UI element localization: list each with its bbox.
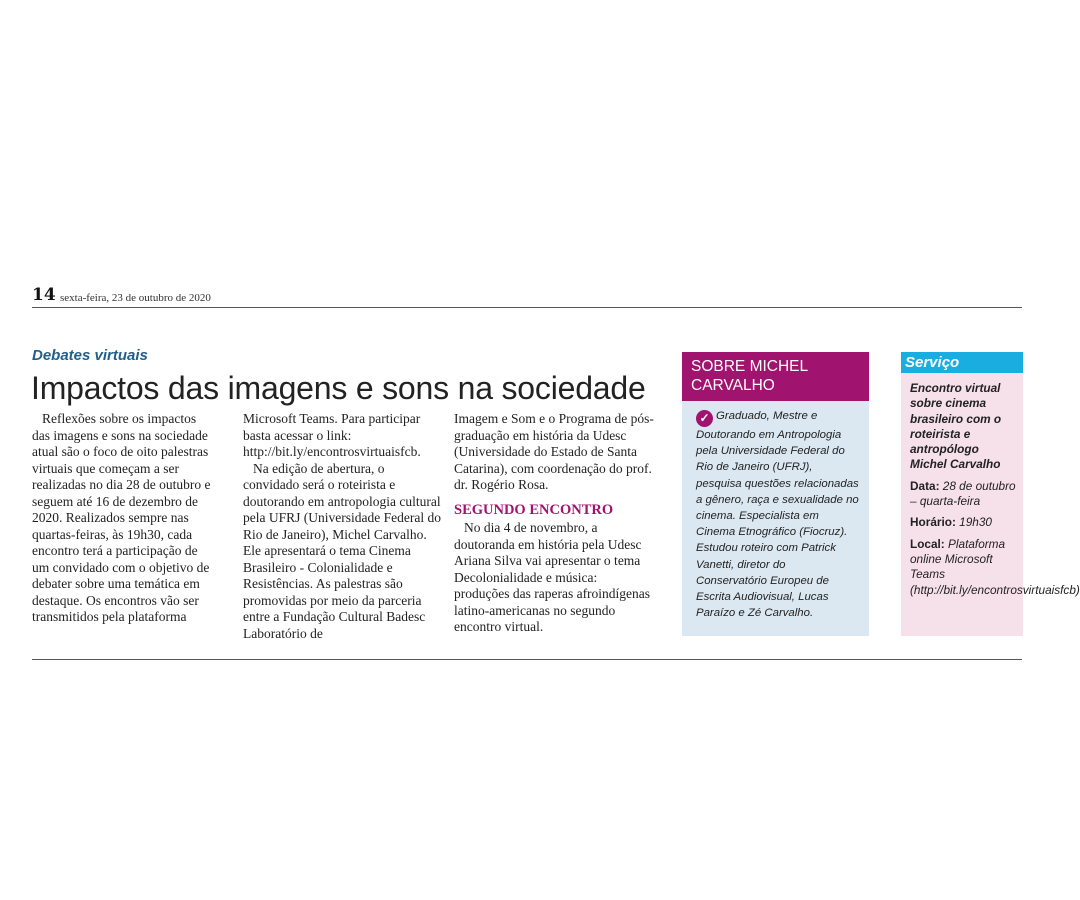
servico-sidebar [901, 352, 1080, 636]
bio-body [682, 401, 869, 621]
servico-intro: Encontro virtual sobre cinema brasileiro com o roteirista e antropólogo Michel Carvalho [910, 381, 1002, 472]
servico-title: Serviço [901, 352, 1023, 373]
bottom-divider [32, 659, 1022, 660]
article-column-3 [454, 411, 654, 636]
servico-horario [910, 515, 1017, 530]
article-column-1 [32, 411, 214, 626]
article-headline: Impactos das imagens e sons na sociedade [31, 370, 646, 406]
paragraph: Imagem e Som e o Programa de pós-graduação em história da Udesc (Universidade do Estado de Santa Catarina), com coordenação do prof. dr. Rogério Rosa. [454, 411, 654, 492]
bio-sidebar [682, 352, 869, 636]
servico-horario-label: Horário: [910, 515, 956, 530]
paragraph: Microsoft Teams. Para participar basta acessar o link: http://bit.ly/encontrosvirtuaisfcb. [243, 411, 421, 459]
page-number: 14 [32, 285, 56, 305]
issue-date: sexta-feira, 23 de outubro de 2020 [60, 292, 211, 304]
servico-body [901, 373, 1080, 598]
servico-data-label: Data: [910, 478, 940, 493]
servico-data [910, 479, 1017, 510]
section-subhead: SEGUNDO ENCONTRO [454, 501, 614, 518]
servico-local-label: Local: [910, 536, 945, 551]
article-kicker: Debates virtuais [32, 347, 148, 364]
servico-horario-value: 19h30 [959, 515, 992, 530]
bio-title: SOBRE MICHEL CARVALHO [682, 352, 869, 401]
paragraph: No dia 4 de novembro, a doutoranda em história pela Udesc Ariana Silva vai apresentar o tema Decolonialidade e música: produções das raperas afroindígenas latino-americanas no segundo encontro virtual. [454, 520, 651, 634]
servico-local [910, 536, 1080, 598]
servico-local-value: Plataforma online Microsoft Teams (http://bit.ly/encontrosvirtuaisfcb) [910, 536, 1080, 597]
servico-data-value: 28 de outubro – quarta-feira [910, 478, 1016, 509]
paragraph: Na edição de abertura, o convidado será o roteirista e doutorando em antropologia cultural pela UFRJ (Universidade Federal do Rio de Janeiro), Michel Carvalho. Ele apresentará o tema Cinema Brasileiro - Colonialidade e Resistências. As palestras são promovidas por meio da parceria entre a Fundação Cultural Badesc Laboratório de [243, 460, 441, 641]
paragraph: Reflexões sobre os impactos das imagens e sons na sociedade atual são o foco de oito palestras virtuais que começam a ser realizadas no dia 28 de outubro e seguem até 16 de dezembro de 2020. Realizados sempre nas quartas-feiras, às 19h30, cada encontro terá a participação de um convidado com o objetivo de debater sobre uma temática em destaque. Os encontros vão ser transmitidos pela plataforma [32, 411, 211, 624]
bio-text: Graduado, Mestre e Doutorando em Antropologia pela Universidade Federal do Rio de Janeiro (UFRJ), pesquisa questões relacionadas a gênero, raça e sexualidade no cinema. Especialista em Cinema Etnográfico (Fiocruz). Estudou roteiro com Patrick Vanetti, diretor do Conservatório Europeu de Escrita Audiovisual, Lucas Paraízo e Zé Carvalho. [696, 410, 859, 620]
article-column-2 [243, 411, 443, 642]
page-header [32, 287, 1022, 308]
check-icon: ✓ [696, 410, 713, 427]
